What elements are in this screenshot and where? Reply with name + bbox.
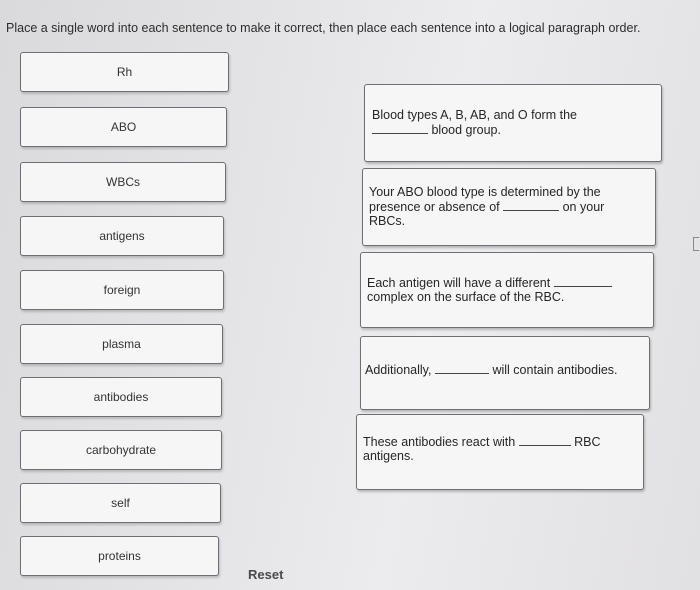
sentence-fragment: presence or absence of — [369, 200, 500, 214]
word-label: antigens — [99, 229, 145, 243]
word-label: proteins — [98, 549, 141, 563]
blank-slot[interactable] — [503, 200, 559, 211]
sentence-fragment: Each antigen will have a different — [367, 276, 551, 290]
sentence-card-1[interactable] — [364, 84, 662, 162]
sentence-line: Your ABO blood type is determined by the — [369, 185, 601, 199]
sentence-line: Blood types A, B, AB, and O form the — [372, 108, 577, 122]
word-tile-abo[interactable] — [20, 107, 227, 147]
word-tile-plasma[interactable] — [20, 324, 223, 364]
sentence-fragment: will contain antibodies. — [492, 363, 618, 377]
word-tile-wbcs[interactable] — [20, 162, 226, 202]
word-label: foreign — [103, 283, 141, 297]
sentence-card-4[interactable] — [360, 336, 650, 410]
blank-slot[interactable] — [554, 276, 612, 287]
word-tile-carbohydrate[interactable] — [20, 430, 222, 470]
sentence-card-2[interactable] — [362, 168, 656, 246]
sentence-fragment: These antibodies react with — [363, 435, 516, 449]
blank-slot[interactable] — [372, 123, 428, 134]
word-label: Rh — [116, 65, 133, 79]
sentence-line: antigens. — [363, 449, 414, 463]
sentence-fragment: on your — [562, 200, 605, 214]
sentence-fragment: RBC — [574, 435, 601, 449]
word-tile-antibodies[interactable] — [20, 377, 222, 417]
word-tile-self[interactable] — [20, 483, 221, 523]
word-tile-proteins[interactable] — [20, 536, 219, 576]
word-label: WBCs — [106, 175, 140, 189]
offscreen-element-edge — [693, 237, 699, 251]
sentence-fragment: blood group. — [431, 123, 501, 137]
word-label: self — [111, 496, 130, 510]
blank-slot[interactable] — [519, 435, 571, 446]
reset-button[interactable]: Reset — [248, 567, 284, 582]
blank-slot[interactable] — [435, 363, 489, 374]
sentence-line — [363, 435, 601, 449]
word-tile-antigens[interactable] — [20, 216, 224, 256]
sentence-line: RBCs. — [369, 214, 406, 228]
sentence-line — [372, 123, 501, 137]
instructions-text: Place a single word into each sentence to make it correct, then place each sentence into a logical paragraph order. — [6, 21, 641, 35]
sentence-line — [365, 363, 618, 377]
sentence-line — [369, 200, 604, 214]
sentence-line — [367, 276, 612, 290]
word-tile-foreign[interactable] — [20, 270, 224, 310]
word-tile-rh[interactable] — [20, 52, 229, 92]
word-label: antibodies — [93, 390, 149, 404]
word-label: plasma — [102, 337, 141, 351]
word-label: carbohydrate — [85, 443, 157, 457]
sentence-line: complex on the surface of the RBC. — [367, 290, 565, 304]
sentence-card-3[interactable] — [360, 252, 654, 328]
sentence-fragment: Additionally, — [365, 363, 432, 377]
word-label: ABO — [110, 120, 137, 134]
sentence-card-5[interactable] — [356, 414, 644, 490]
